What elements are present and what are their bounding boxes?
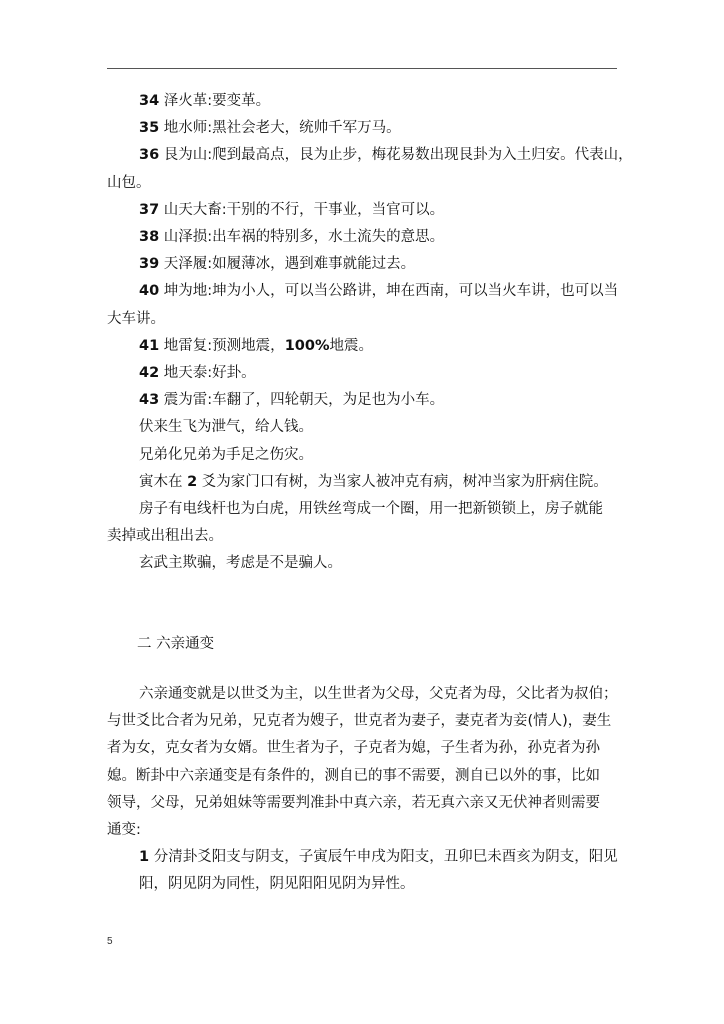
para-line-7: 1 分清卦爻阳支与阴支，子寅辰午申戌为阳支，丑卯巳未酉亥为阴支，阳见 xyxy=(139,849,618,866)
liuqin-paragraph xyxy=(107,681,619,899)
entry-36-continued: 山包。 xyxy=(107,174,151,191)
entry-list xyxy=(107,88,633,578)
entry-37: 37 山天大畜:干别的不行，干事业，当官可以。 xyxy=(139,201,445,218)
entry-41: 41 地雷复:预测地震，100%地震。 xyxy=(139,337,373,354)
para-line-3: 者为女，克女者为女婿。世生者为子，子克者为媳，子生者为孙，孙克者为孙 xyxy=(107,740,600,757)
entry-35: 35 地水师:黑社会老大，统帅千军万马。 xyxy=(139,120,401,137)
note-3: 寅木在 2 爻为家门口有树，为当家人被冲克有病，树冲当家为肝病住院。 xyxy=(139,473,608,490)
page-number: 5 xyxy=(107,936,113,947)
note-1: 伏来生飞为泄气，给人钱。 xyxy=(139,419,313,436)
note-4-continued: 卖掉或出租出去。 xyxy=(107,528,223,545)
entry-40: 40 坤为地:坤为小人，可以当公路讲，坤在西南，可以当火车讲，也可以当 xyxy=(139,283,619,300)
entry-36: 36 艮为山:爬到最高点，艮为止步，梅花易数出现艮卦为入土归安。代表山， xyxy=(139,147,633,164)
para-line-8: 阳，阴见阴为同性，阴见阳阳见阴为异性。 xyxy=(139,876,415,893)
para-line-6: 通变: xyxy=(107,822,141,839)
note-5: 玄武主欺骗，考虑是不是骗人。 xyxy=(139,555,342,572)
section-heading: 二 六亲通变 xyxy=(137,636,215,652)
entry-42: 42 地天泰:好卦。 xyxy=(139,365,256,382)
note-4: 房子有电线杆也为白虎，用铁丝弯成一个圈，用一把新锁锁上，房子就能 xyxy=(139,501,603,518)
entry-38: 38 山泽损:出车祸的特别多，水土流失的意思。 xyxy=(139,229,445,246)
para-line-2: 与世爻比合者为兄弟，兄克者为嫂子，世克者为妻子，妻克者为妾(情人)，妻生 xyxy=(107,713,612,730)
para-line-5: 领导，父母，兄弟姐妹等需要判准卦中真六亲，若无真六亲又无伏神者则需要 xyxy=(107,794,600,811)
para-line-1: 六亲通变就是以世爻为主，以生世者为父母，父克者为母，父比者为叔伯； xyxy=(139,686,618,702)
para-line-4: 媳。断卦中六亲通变是有条件的，测自已的事不需要，测自已以外的事，比如 xyxy=(107,767,600,784)
entry-39: 39 天泽履:如履薄冰，遇到难事就能过去。 xyxy=(139,256,416,273)
note-2: 兄弟化兄弟为手足之伤灾。 xyxy=(139,446,313,463)
entry-43: 43 震为雷:车翻了，四轮朝天，为足也为小车。 xyxy=(139,392,445,409)
entry-40-continued: 大车讲。 xyxy=(107,310,165,327)
entry-34: 34 泽火革:要变革。 xyxy=(139,93,271,109)
header-rule xyxy=(107,68,617,69)
